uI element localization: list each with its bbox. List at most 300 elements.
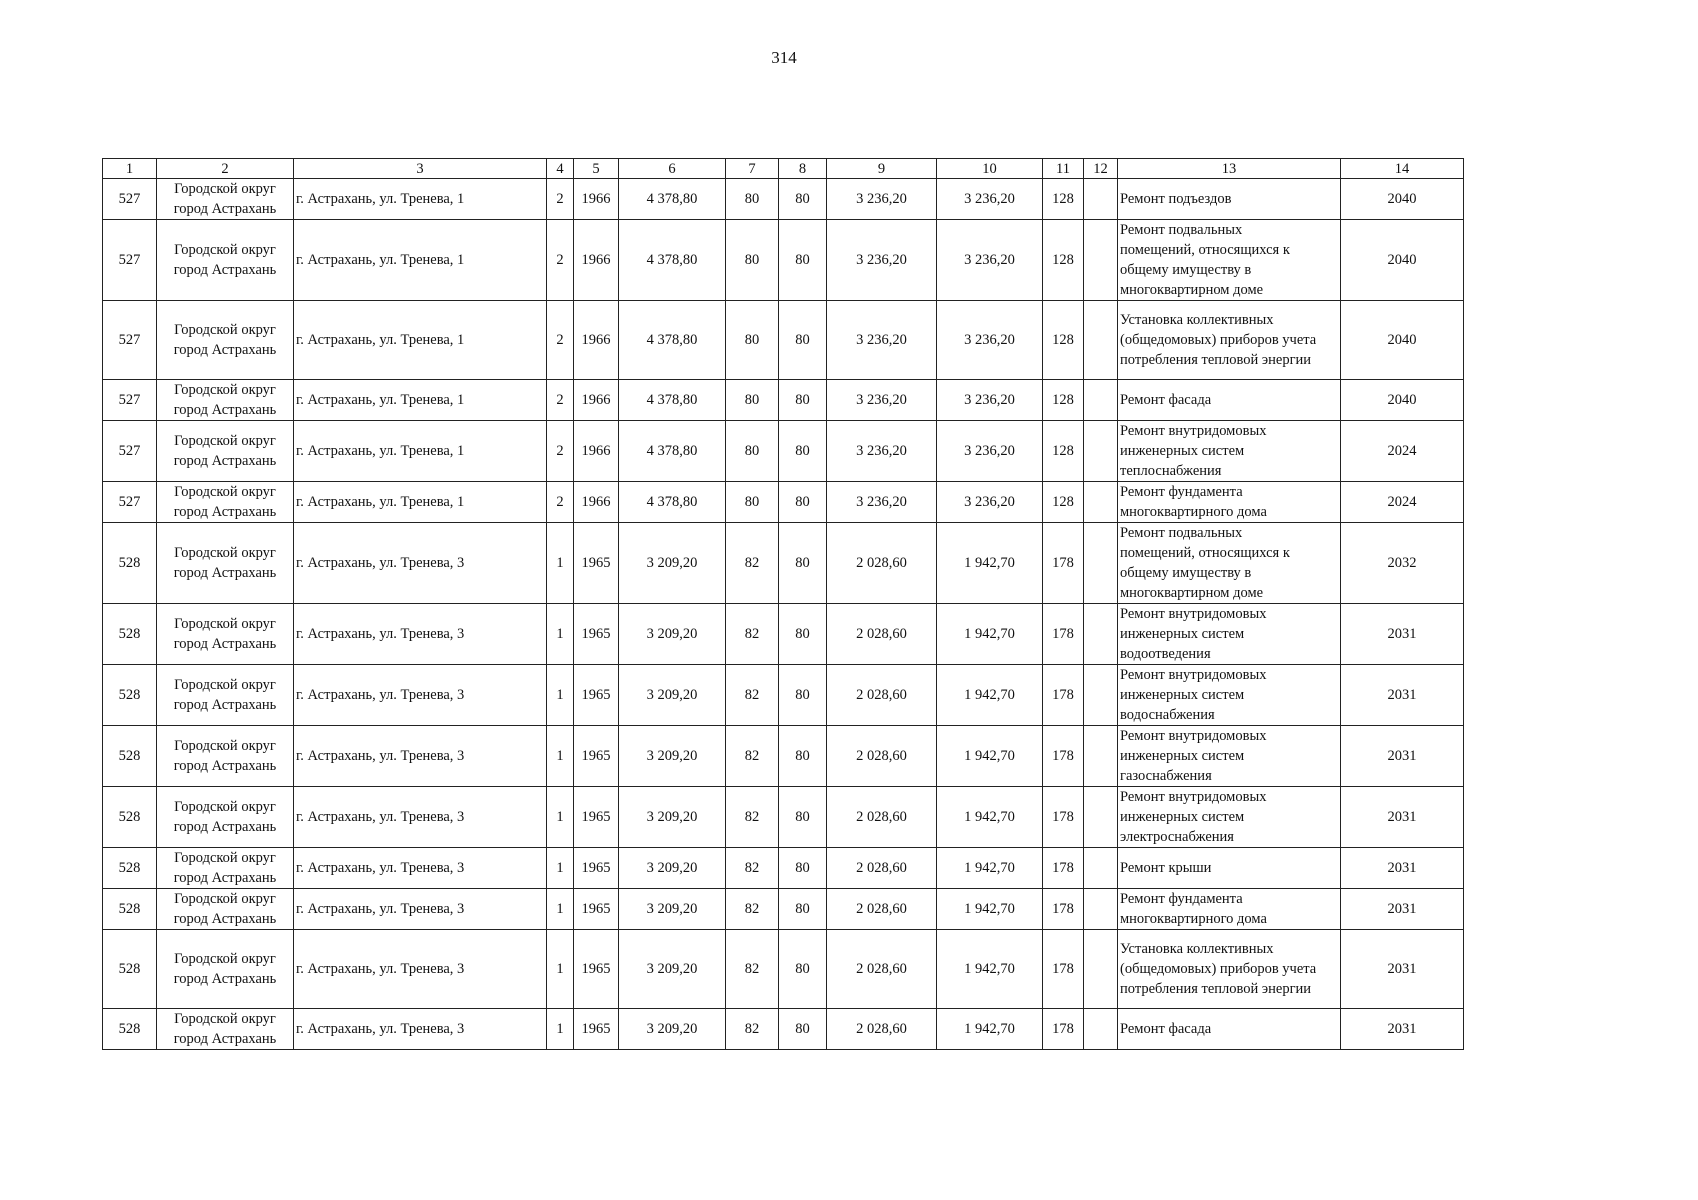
- col10-cell: 1 942,70: [937, 523, 1043, 604]
- address-cell: г. Астрахань, ул. Тренева, 1: [294, 380, 547, 421]
- row-number: 527: [103, 179, 157, 220]
- column-header-8: 8: [779, 159, 827, 179]
- work-type-cell-line: многоквартирном доме: [1120, 282, 1264, 298]
- work-type-cell: [1118, 848, 1341, 889]
- year-cell: 1965: [574, 523, 619, 604]
- year-cell: 1965: [574, 787, 619, 848]
- year-planned-cell: 2040: [1341, 220, 1464, 301]
- work-type-cell-line: многоквартирном доме: [1120, 585, 1264, 601]
- col10-cell: 3 236,20: [937, 179, 1043, 220]
- col9-cell: 2 028,60: [827, 930, 937, 1009]
- col9-cell: 3 236,20: [827, 220, 937, 301]
- municipality-cell: [157, 301, 294, 380]
- row-number: 527: [103, 380, 157, 421]
- col8-cell: 80: [779, 930, 827, 1009]
- col7-cell: 80: [726, 421, 779, 482]
- year-planned-cell: 2031: [1341, 889, 1464, 930]
- table-row: [103, 665, 1464, 726]
- work-type-cell-line: Установка коллективных: [1120, 312, 1274, 328]
- col4-cell: 1: [547, 848, 574, 889]
- col4-cell: 2: [547, 421, 574, 482]
- col6-cell: 3 209,20: [619, 604, 726, 665]
- table-row: [103, 523, 1464, 604]
- col8-cell: 80: [779, 848, 827, 889]
- row-number: 527: [103, 421, 157, 482]
- year-cell: 1965: [574, 889, 619, 930]
- municipality-cell-line: Городской округ: [174, 484, 276, 500]
- work-type-cell: [1118, 787, 1341, 848]
- work-type-cell: [1118, 482, 1341, 523]
- col8-cell: 80: [779, 523, 827, 604]
- work-type-cell: [1118, 1009, 1341, 1050]
- col6-cell: 4 378,80: [619, 482, 726, 523]
- address-cell: г. Астрахань, ул. Тренева, 1: [294, 301, 547, 380]
- col12-cell: [1084, 179, 1118, 220]
- work-type-cell: [1118, 930, 1341, 1009]
- column-header-3: 3: [294, 159, 547, 179]
- work-type-cell-line: потребления тепловой энергии: [1120, 981, 1312, 997]
- column-header-14: 14: [1341, 159, 1464, 179]
- address-cell: г. Астрахань, ул. Тренева, 3: [294, 665, 547, 726]
- table-row: [103, 482, 1464, 523]
- municipality-cell: [157, 220, 294, 301]
- municipality-cell-line: город Астрахань: [173, 971, 277, 987]
- col11-cell: 178: [1043, 787, 1084, 848]
- address-cell: г. Астрахань, ул. Тренева, 3: [294, 889, 547, 930]
- col7-cell: 80: [726, 380, 779, 421]
- work-type-cell: [1118, 380, 1341, 421]
- address-cell: г. Астрахань, ул. Тренева, 1: [294, 220, 547, 301]
- municipality-cell: [157, 665, 294, 726]
- work-type-cell-line: Ремонт фундамента: [1120, 891, 1243, 907]
- row-number: 528: [103, 726, 157, 787]
- year-cell: 1965: [574, 665, 619, 726]
- col12-cell: [1084, 787, 1118, 848]
- row-number: 527: [103, 482, 157, 523]
- municipality-cell: [157, 380, 294, 421]
- col9-cell: 3 236,20: [827, 380, 937, 421]
- col8-cell: 80: [779, 421, 827, 482]
- column-header-4: 4: [547, 159, 574, 179]
- year-planned-cell: 2031: [1341, 787, 1464, 848]
- municipality-cell-line: Городской округ: [174, 891, 276, 907]
- municipality-cell-line: Городской округ: [174, 322, 276, 338]
- col8-cell: 80: [779, 665, 827, 726]
- page-number: 314: [771, 48, 797, 67]
- work-type-cell-line: водоотведения: [1120, 646, 1211, 662]
- work-type-cell-line: инженерных систем: [1120, 748, 1245, 764]
- col8-cell: 80: [779, 787, 827, 848]
- column-header-9: 9: [827, 159, 937, 179]
- work-type-cell-line: (общедомовых) приборов учета: [1120, 961, 1317, 977]
- work-type-cell: [1118, 726, 1341, 787]
- address-cell: г. Астрахань, ул. Тренева, 1: [294, 482, 547, 523]
- col8-cell: 80: [779, 301, 827, 380]
- work-type-cell-line: Ремонт подвальных: [1120, 222, 1243, 238]
- col12-cell: [1084, 930, 1118, 1009]
- col9-cell: 2 028,60: [827, 1009, 937, 1050]
- municipality-cell-line: Городской округ: [174, 951, 276, 967]
- year-planned-cell: 2024: [1341, 482, 1464, 523]
- col9-cell: 2 028,60: [827, 604, 937, 665]
- col7-cell: 82: [726, 604, 779, 665]
- work-type-cell-line: Ремонт подъездов: [1120, 191, 1232, 207]
- municipality-cell-line: город Астрахань: [173, 342, 277, 358]
- work-type-cell-line: многоквартирного дома: [1120, 911, 1267, 927]
- col4-cell: 2: [547, 301, 574, 380]
- col4-cell: 2: [547, 482, 574, 523]
- municipality-cell: [157, 848, 294, 889]
- year-planned-cell: 2031: [1341, 726, 1464, 787]
- col12-cell: [1084, 848, 1118, 889]
- municipality-cell-line: Городской округ: [174, 677, 276, 693]
- col9-cell: 2 028,60: [827, 665, 937, 726]
- table-row: [103, 787, 1464, 848]
- year-planned-cell: 2031: [1341, 930, 1464, 1009]
- col4-cell: 2: [547, 220, 574, 301]
- year-planned-cell: 2032: [1341, 523, 1464, 604]
- col8-cell: 80: [779, 889, 827, 930]
- column-header-6: 6: [619, 159, 726, 179]
- col10-cell: 1 942,70: [937, 604, 1043, 665]
- col8-cell: 80: [779, 726, 827, 787]
- col9-cell: 2 028,60: [827, 726, 937, 787]
- col10-cell: 3 236,20: [937, 301, 1043, 380]
- col10-cell: 1 942,70: [937, 1009, 1043, 1050]
- municipality-cell: [157, 1009, 294, 1050]
- work-type-cell-line: общему имуществу в: [1120, 565, 1252, 581]
- col9-cell: 3 236,20: [827, 421, 937, 482]
- work-type-cell-line: электроснабжения: [1120, 829, 1234, 845]
- col6-cell: 4 378,80: [619, 380, 726, 421]
- address-cell: г. Астрахань, ул. Тренева, 3: [294, 787, 547, 848]
- municipality-cell-line: Городской округ: [174, 242, 276, 258]
- year-planned-cell: 2040: [1341, 380, 1464, 421]
- col9-cell: 2 028,60: [827, 787, 937, 848]
- municipality-cell-line: город Астрахань: [173, 453, 277, 469]
- municipality-cell: [157, 787, 294, 848]
- work-type-cell: [1118, 421, 1341, 482]
- col10-cell: 3 236,20: [937, 220, 1043, 301]
- col6-cell: 4 378,80: [619, 421, 726, 482]
- col9-cell: 3 236,20: [827, 179, 937, 220]
- col4-cell: 1: [547, 665, 574, 726]
- col9-cell: 3 236,20: [827, 301, 937, 380]
- work-type-cell-line: Ремонт крыши: [1120, 860, 1212, 876]
- municipality-cell-line: Городской округ: [174, 1011, 276, 1027]
- year-cell: 1966: [574, 179, 619, 220]
- work-type-cell-line: помещений, относящихся к: [1120, 545, 1290, 561]
- column-header-10: 10: [937, 159, 1043, 179]
- table-row: [103, 179, 1464, 220]
- col12-cell: [1084, 380, 1118, 421]
- col11-cell: 178: [1043, 604, 1084, 665]
- col8-cell: 80: [779, 1009, 827, 1050]
- work-type-cell-line: Ремонт внутридомовых: [1120, 728, 1267, 744]
- col11-cell: 128: [1043, 482, 1084, 523]
- col4-cell: 1: [547, 523, 574, 604]
- col7-cell: 80: [726, 301, 779, 380]
- col8-cell: 80: [779, 380, 827, 421]
- col7-cell: 82: [726, 889, 779, 930]
- col4-cell: 1: [547, 1009, 574, 1050]
- col9-cell: 2 028,60: [827, 523, 937, 604]
- municipality-cell-line: город Астрахань: [173, 819, 277, 835]
- work-type-cell: [1118, 301, 1341, 380]
- address-cell: г. Астрахань, ул. Тренева, 3: [294, 604, 547, 665]
- address-cell: г. Астрахань, ул. Тренева, 3: [294, 523, 547, 604]
- work-type-cell-line: водоснабжения: [1120, 707, 1215, 723]
- year-cell: 1965: [574, 726, 619, 787]
- year-cell: 1966: [574, 380, 619, 421]
- column-header-12: 12: [1084, 159, 1118, 179]
- column-header-5: 5: [574, 159, 619, 179]
- table-row: [103, 301, 1464, 380]
- work-type-cell-line: Ремонт фасада: [1120, 1021, 1212, 1037]
- address-cell: г. Астрахань, ул. Тренева, 3: [294, 930, 547, 1009]
- work-type-cell: [1118, 604, 1341, 665]
- col6-cell: 3 209,20: [619, 889, 726, 930]
- municipality-cell-line: город Астрахань: [173, 504, 277, 520]
- repair-schedule-table: [102, 158, 1464, 1050]
- col12-cell: [1084, 301, 1118, 380]
- municipality-cell-line: город Астрахань: [173, 870, 277, 886]
- work-type-cell: [1118, 220, 1341, 301]
- year-cell: 1965: [574, 930, 619, 1009]
- col12-cell: [1084, 604, 1118, 665]
- column-header-11: 11: [1043, 159, 1084, 179]
- col7-cell: 82: [726, 726, 779, 787]
- work-type-cell-line: потребления тепловой энергии: [1120, 352, 1312, 368]
- work-type-cell-line: инженерных систем: [1120, 626, 1245, 642]
- col10-cell: 3 236,20: [937, 482, 1043, 523]
- municipality-cell-line: Городской округ: [174, 799, 276, 815]
- row-number: 528: [103, 1009, 157, 1050]
- year-cell: 1966: [574, 482, 619, 523]
- col6-cell: 3 209,20: [619, 665, 726, 726]
- work-type-cell-line: инженерных систем: [1120, 809, 1245, 825]
- row-number: 528: [103, 848, 157, 889]
- col11-cell: 178: [1043, 523, 1084, 604]
- row-number: 528: [103, 930, 157, 1009]
- col6-cell: 4 378,80: [619, 179, 726, 220]
- row-number: 527: [103, 301, 157, 380]
- col10-cell: 1 942,70: [937, 665, 1043, 726]
- col9-cell: 2 028,60: [827, 889, 937, 930]
- year-cell: 1966: [574, 421, 619, 482]
- municipality-cell-line: город Астрахань: [173, 201, 277, 217]
- municipality-cell: [157, 930, 294, 1009]
- work-type-cell-line: Ремонт фундамента: [1120, 484, 1243, 500]
- municipality-cell-line: город Астрахань: [173, 402, 277, 418]
- col8-cell: 80: [779, 604, 827, 665]
- address-cell: г. Астрахань, ул. Тренева, 3: [294, 726, 547, 787]
- municipality-cell: [157, 421, 294, 482]
- work-type-cell-line: многоквартирного дома: [1120, 504, 1267, 520]
- row-number: 528: [103, 889, 157, 930]
- col12-cell: [1084, 1009, 1118, 1050]
- col6-cell: 3 209,20: [619, 1009, 726, 1050]
- municipality-cell-line: город Астрахань: [173, 565, 277, 581]
- year-cell: 1965: [574, 848, 619, 889]
- municipality-cell-line: город Астрахань: [173, 911, 277, 927]
- col6-cell: 3 209,20: [619, 848, 726, 889]
- work-type-cell-line: помещений, относящихся к: [1120, 242, 1290, 258]
- municipality-cell-line: Городской округ: [174, 850, 276, 866]
- year-planned-cell: 2024: [1341, 421, 1464, 482]
- year-planned-cell: 2031: [1341, 848, 1464, 889]
- year-cell: 1965: [574, 1009, 619, 1050]
- work-type-cell-line: инженерных систем: [1120, 687, 1245, 703]
- col4-cell: 1: [547, 726, 574, 787]
- column-header-7: 7: [726, 159, 779, 179]
- work-type-cell-line: (общедомовых) приборов учета: [1120, 332, 1317, 348]
- table-row: [103, 930, 1464, 1009]
- work-type-cell-line: Установка коллективных: [1120, 941, 1274, 957]
- address-cell: г. Астрахань, ул. Тренева, 3: [294, 848, 547, 889]
- municipality-cell: [157, 523, 294, 604]
- municipality-cell-line: город Астрахань: [173, 1031, 277, 1047]
- col12-cell: [1084, 726, 1118, 787]
- row-number: 528: [103, 787, 157, 848]
- year-cell: 1965: [574, 604, 619, 665]
- col4-cell: 2: [547, 179, 574, 220]
- address-cell: г. Астрахань, ул. Тренева, 3: [294, 1009, 547, 1050]
- col4-cell: 1: [547, 604, 574, 665]
- col10-cell: 1 942,70: [937, 848, 1043, 889]
- municipality-cell-line: город Астрахань: [173, 758, 277, 774]
- work-type-cell-line: Ремонт внутридомовых: [1120, 423, 1267, 439]
- col6-cell: 3 209,20: [619, 523, 726, 604]
- municipality-cell-line: Городской округ: [174, 616, 276, 632]
- col10-cell: 3 236,20: [937, 421, 1043, 482]
- work-type-cell-line: инженерных систем: [1120, 443, 1245, 459]
- table-row: [103, 848, 1464, 889]
- col4-cell: 1: [547, 787, 574, 848]
- col12-cell: [1084, 421, 1118, 482]
- col11-cell: 178: [1043, 848, 1084, 889]
- col11-cell: 128: [1043, 421, 1084, 482]
- work-type-cell-line: Ремонт внутридомовых: [1120, 667, 1267, 683]
- col11-cell: 128: [1043, 179, 1084, 220]
- work-type-cell: [1118, 889, 1341, 930]
- municipality-cell: [157, 179, 294, 220]
- municipality-cell-line: город Астрахань: [173, 262, 277, 278]
- col9-cell: 2 028,60: [827, 848, 937, 889]
- col9-cell: 3 236,20: [827, 482, 937, 523]
- year-planned-cell: 2031: [1341, 1009, 1464, 1050]
- municipality-cell: [157, 726, 294, 787]
- municipality-cell: [157, 482, 294, 523]
- col11-cell: 128: [1043, 301, 1084, 380]
- col6-cell: 3 209,20: [619, 726, 726, 787]
- work-type-cell-line: газоснабжения: [1120, 768, 1212, 784]
- work-type-cell-line: Ремонт внутридомовых: [1120, 606, 1267, 622]
- col6-cell: 3 209,20: [619, 930, 726, 1009]
- municipality-cell-line: Городской округ: [174, 181, 276, 197]
- col7-cell: 82: [726, 930, 779, 1009]
- col7-cell: 82: [726, 665, 779, 726]
- work-type-cell: [1118, 179, 1341, 220]
- col6-cell: 4 378,80: [619, 220, 726, 301]
- col7-cell: 80: [726, 482, 779, 523]
- col7-cell: 80: [726, 179, 779, 220]
- table-row: [103, 220, 1464, 301]
- table-body: [103, 179, 1464, 1050]
- year-cell: 1966: [574, 220, 619, 301]
- year-planned-cell: 2031: [1341, 604, 1464, 665]
- column-header-1: 1: [103, 159, 157, 179]
- work-type-cell: [1118, 523, 1341, 604]
- col10-cell: 1 942,70: [937, 726, 1043, 787]
- col11-cell: 178: [1043, 726, 1084, 787]
- table-row: [103, 380, 1464, 421]
- col12-cell: [1084, 523, 1118, 604]
- col11-cell: 128: [1043, 380, 1084, 421]
- col11-cell: 178: [1043, 889, 1084, 930]
- col11-cell: 178: [1043, 665, 1084, 726]
- year-planned-cell: 2040: [1341, 179, 1464, 220]
- work-type-cell: [1118, 665, 1341, 726]
- table-row: [103, 1009, 1464, 1050]
- col7-cell: 82: [726, 523, 779, 604]
- col12-cell: [1084, 665, 1118, 726]
- municipality-cell-line: город Астрахань: [173, 636, 277, 652]
- col6-cell: 4 378,80: [619, 301, 726, 380]
- column-header-2: 2: [157, 159, 294, 179]
- col11-cell: 178: [1043, 930, 1084, 1009]
- row-number: 527: [103, 220, 157, 301]
- work-type-cell-line: общему имуществу в: [1120, 262, 1252, 278]
- year-planned-cell: 2040: [1341, 301, 1464, 380]
- municipality-cell-line: город Астрахань: [173, 697, 277, 713]
- address-cell: г. Астрахань, ул. Тренева, 1: [294, 421, 547, 482]
- table-row: [103, 889, 1464, 930]
- col8-cell: 80: [779, 482, 827, 523]
- municipality-cell-line: Городской округ: [174, 738, 276, 754]
- col12-cell: [1084, 482, 1118, 523]
- column-header-13: 13: [1118, 159, 1341, 179]
- year-planned-cell: 2031: [1341, 665, 1464, 726]
- col6-cell: 3 209,20: [619, 787, 726, 848]
- col7-cell: 82: [726, 787, 779, 848]
- col7-cell: 80: [726, 220, 779, 301]
- col10-cell: 1 942,70: [937, 889, 1043, 930]
- col11-cell: 178: [1043, 1009, 1084, 1050]
- row-number: 528: [103, 665, 157, 726]
- col12-cell: [1084, 889, 1118, 930]
- col10-cell: 1 942,70: [937, 787, 1043, 848]
- col11-cell: 128: [1043, 220, 1084, 301]
- work-type-cell-line: теплоснабжения: [1120, 463, 1222, 479]
- table-row: [103, 604, 1464, 665]
- municipality-cell-line: Городской округ: [174, 545, 276, 561]
- work-type-cell-line: Ремонт фасада: [1120, 392, 1212, 408]
- table-row: [103, 421, 1464, 482]
- col4-cell: 1: [547, 930, 574, 1009]
- address-cell: г. Астрахань, ул. Тренева, 1: [294, 179, 547, 220]
- col4-cell: 1: [547, 889, 574, 930]
- municipality-cell: [157, 889, 294, 930]
- municipality-cell-line: Городской округ: [174, 382, 276, 398]
- row-number: 528: [103, 523, 157, 604]
- col10-cell: 3 236,20: [937, 380, 1043, 421]
- col4-cell: 2: [547, 380, 574, 421]
- column-number-row: [103, 159, 1464, 179]
- col12-cell: [1084, 220, 1118, 301]
- col8-cell: 80: [779, 179, 827, 220]
- work-type-cell-line: Ремонт подвальных: [1120, 525, 1243, 541]
